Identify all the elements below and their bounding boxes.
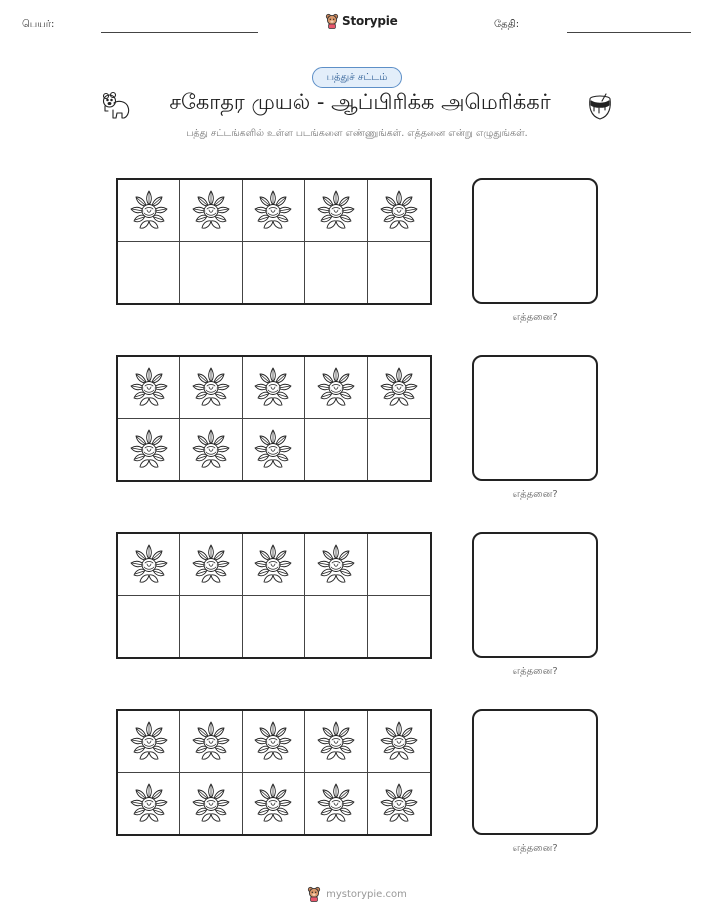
leafy-bush-icon <box>128 542 170 586</box>
page-title: சகோதர முயல் - ஆப்பிரிக்க அமெரிக்கர் <box>169 90 551 114</box>
ten-frame-cell-filled <box>368 711 430 773</box>
answer-box[interactable] <box>472 532 598 658</box>
leafy-bush-icon <box>128 188 170 232</box>
instructions: பத்து சட்டங்களில் உள்ள படங்களை எண்ணுங்கள். எத்தனை என்று எழுதுங்கள். <box>186 128 528 139</box>
ten-frame-cell-empty <box>368 242 430 304</box>
ten-frame-cell-filled <box>118 773 180 835</box>
ten-frame-cell-filled <box>243 773 305 835</box>
ten-frame-cell-filled <box>180 773 242 835</box>
ten-frame-cell-filled <box>118 711 180 773</box>
ten-frame-badge: பத்துச் சட்டம் <box>312 67 402 88</box>
ten-frame-cell-empty <box>368 534 430 596</box>
ten-frame-cell-filled <box>368 180 430 242</box>
ten-frame-cell-filled <box>305 357 367 419</box>
ten-frame-cell-filled <box>368 357 430 419</box>
answer-box[interactable] <box>472 709 598 835</box>
leafy-bush-icon <box>315 719 357 763</box>
bear-icon <box>100 91 132 121</box>
ten-frame-cell-filled <box>243 534 305 596</box>
leafy-bush-icon <box>190 427 232 471</box>
answer-label: எத்தனை? <box>512 843 558 854</box>
ten-frame-cell-filled <box>118 180 180 242</box>
leafy-bush-icon <box>315 188 357 232</box>
ten-frame-cell-filled <box>118 419 180 481</box>
ten-frame-cell-empty <box>180 596 242 658</box>
ten-frame-cell-filled <box>305 711 367 773</box>
leafy-bush-icon <box>252 427 294 471</box>
ten-frame-cell-filled <box>243 419 305 481</box>
answer-box[interactable] <box>472 178 598 304</box>
ten-frame-cell-filled <box>305 534 367 596</box>
leafy-bush-icon <box>128 427 170 471</box>
footer <box>0 886 714 902</box>
storypie-bear-logo-icon <box>307 886 321 902</box>
answer-box[interactable] <box>472 355 598 481</box>
storypie-bear-logo-icon <box>325 13 339 29</box>
ten-frame-cell-empty <box>118 596 180 658</box>
leafy-bush-icon <box>190 365 232 409</box>
ten-frame-cell-filled <box>305 773 367 835</box>
ten-frame-cell-empty <box>305 419 367 481</box>
name-field[interactable] <box>101 32 258 33</box>
answer-label: எத்தனை? <box>512 312 558 323</box>
leafy-bush-icon <box>315 365 357 409</box>
ten-frame <box>116 532 432 659</box>
ten-frame-cell-filled <box>118 357 180 419</box>
ten-frame-cell-empty <box>180 242 242 304</box>
ten-frame-cell-filled <box>243 357 305 419</box>
leafy-bush-icon <box>190 542 232 586</box>
brand-name: Storypie <box>342 14 398 28</box>
ten-frame-cell-empty <box>305 596 367 658</box>
leafy-bush-icon <box>315 542 357 586</box>
leafy-bush-icon <box>378 188 420 232</box>
ten-frame-cell-filled <box>180 357 242 419</box>
leafy-bush-icon <box>252 365 294 409</box>
leafy-bush-icon <box>128 365 170 409</box>
ten-frame-cell-empty <box>243 596 305 658</box>
footer-url[interactable]: mystorypie.com <box>326 888 407 900</box>
date-field[interactable] <box>567 32 691 33</box>
ten-frame-cell-filled <box>118 534 180 596</box>
ten-frame-cell-filled <box>180 534 242 596</box>
ten-frame-cell-filled <box>243 711 305 773</box>
ten-frame-cell-filled <box>305 180 367 242</box>
ten-frame-cell-filled <box>180 180 242 242</box>
answer-label: எத்தனை? <box>512 489 558 500</box>
ten-frame <box>116 178 432 305</box>
ten-frame-cell-filled <box>243 180 305 242</box>
honey-pot-icon <box>586 92 614 122</box>
leafy-bush-icon <box>378 719 420 763</box>
ten-frame-cell-empty <box>243 242 305 304</box>
brand-logo <box>325 13 398 29</box>
ten-frame-cell-filled <box>368 773 430 835</box>
leafy-bush-icon <box>190 719 232 763</box>
leafy-bush-icon <box>128 719 170 763</box>
ten-frame-cell-empty <box>305 242 367 304</box>
leafy-bush-icon <box>378 781 420 825</box>
leafy-bush-icon <box>252 542 294 586</box>
leafy-bush-icon <box>128 781 170 825</box>
answer-label: எத்தனை? <box>512 666 558 677</box>
leafy-bush-icon <box>190 188 232 232</box>
ten-frame-cell-empty <box>368 596 430 658</box>
leafy-bush-icon <box>252 719 294 763</box>
name-label: பெயர்: <box>22 19 55 30</box>
ten-frame-cell-empty <box>368 419 430 481</box>
ten-frame <box>116 709 432 836</box>
leafy-bush-icon <box>378 365 420 409</box>
leafy-bush-icon <box>315 781 357 825</box>
leafy-bush-icon <box>190 781 232 825</box>
date-label: தேதி: <box>494 19 520 30</box>
ten-frame-cell-empty <box>118 242 180 304</box>
ten-frame-cell-filled <box>180 419 242 481</box>
ten-frame-cell-filled <box>180 711 242 773</box>
leafy-bush-icon <box>252 188 294 232</box>
leafy-bush-icon <box>252 781 294 825</box>
ten-frame <box>116 355 432 482</box>
